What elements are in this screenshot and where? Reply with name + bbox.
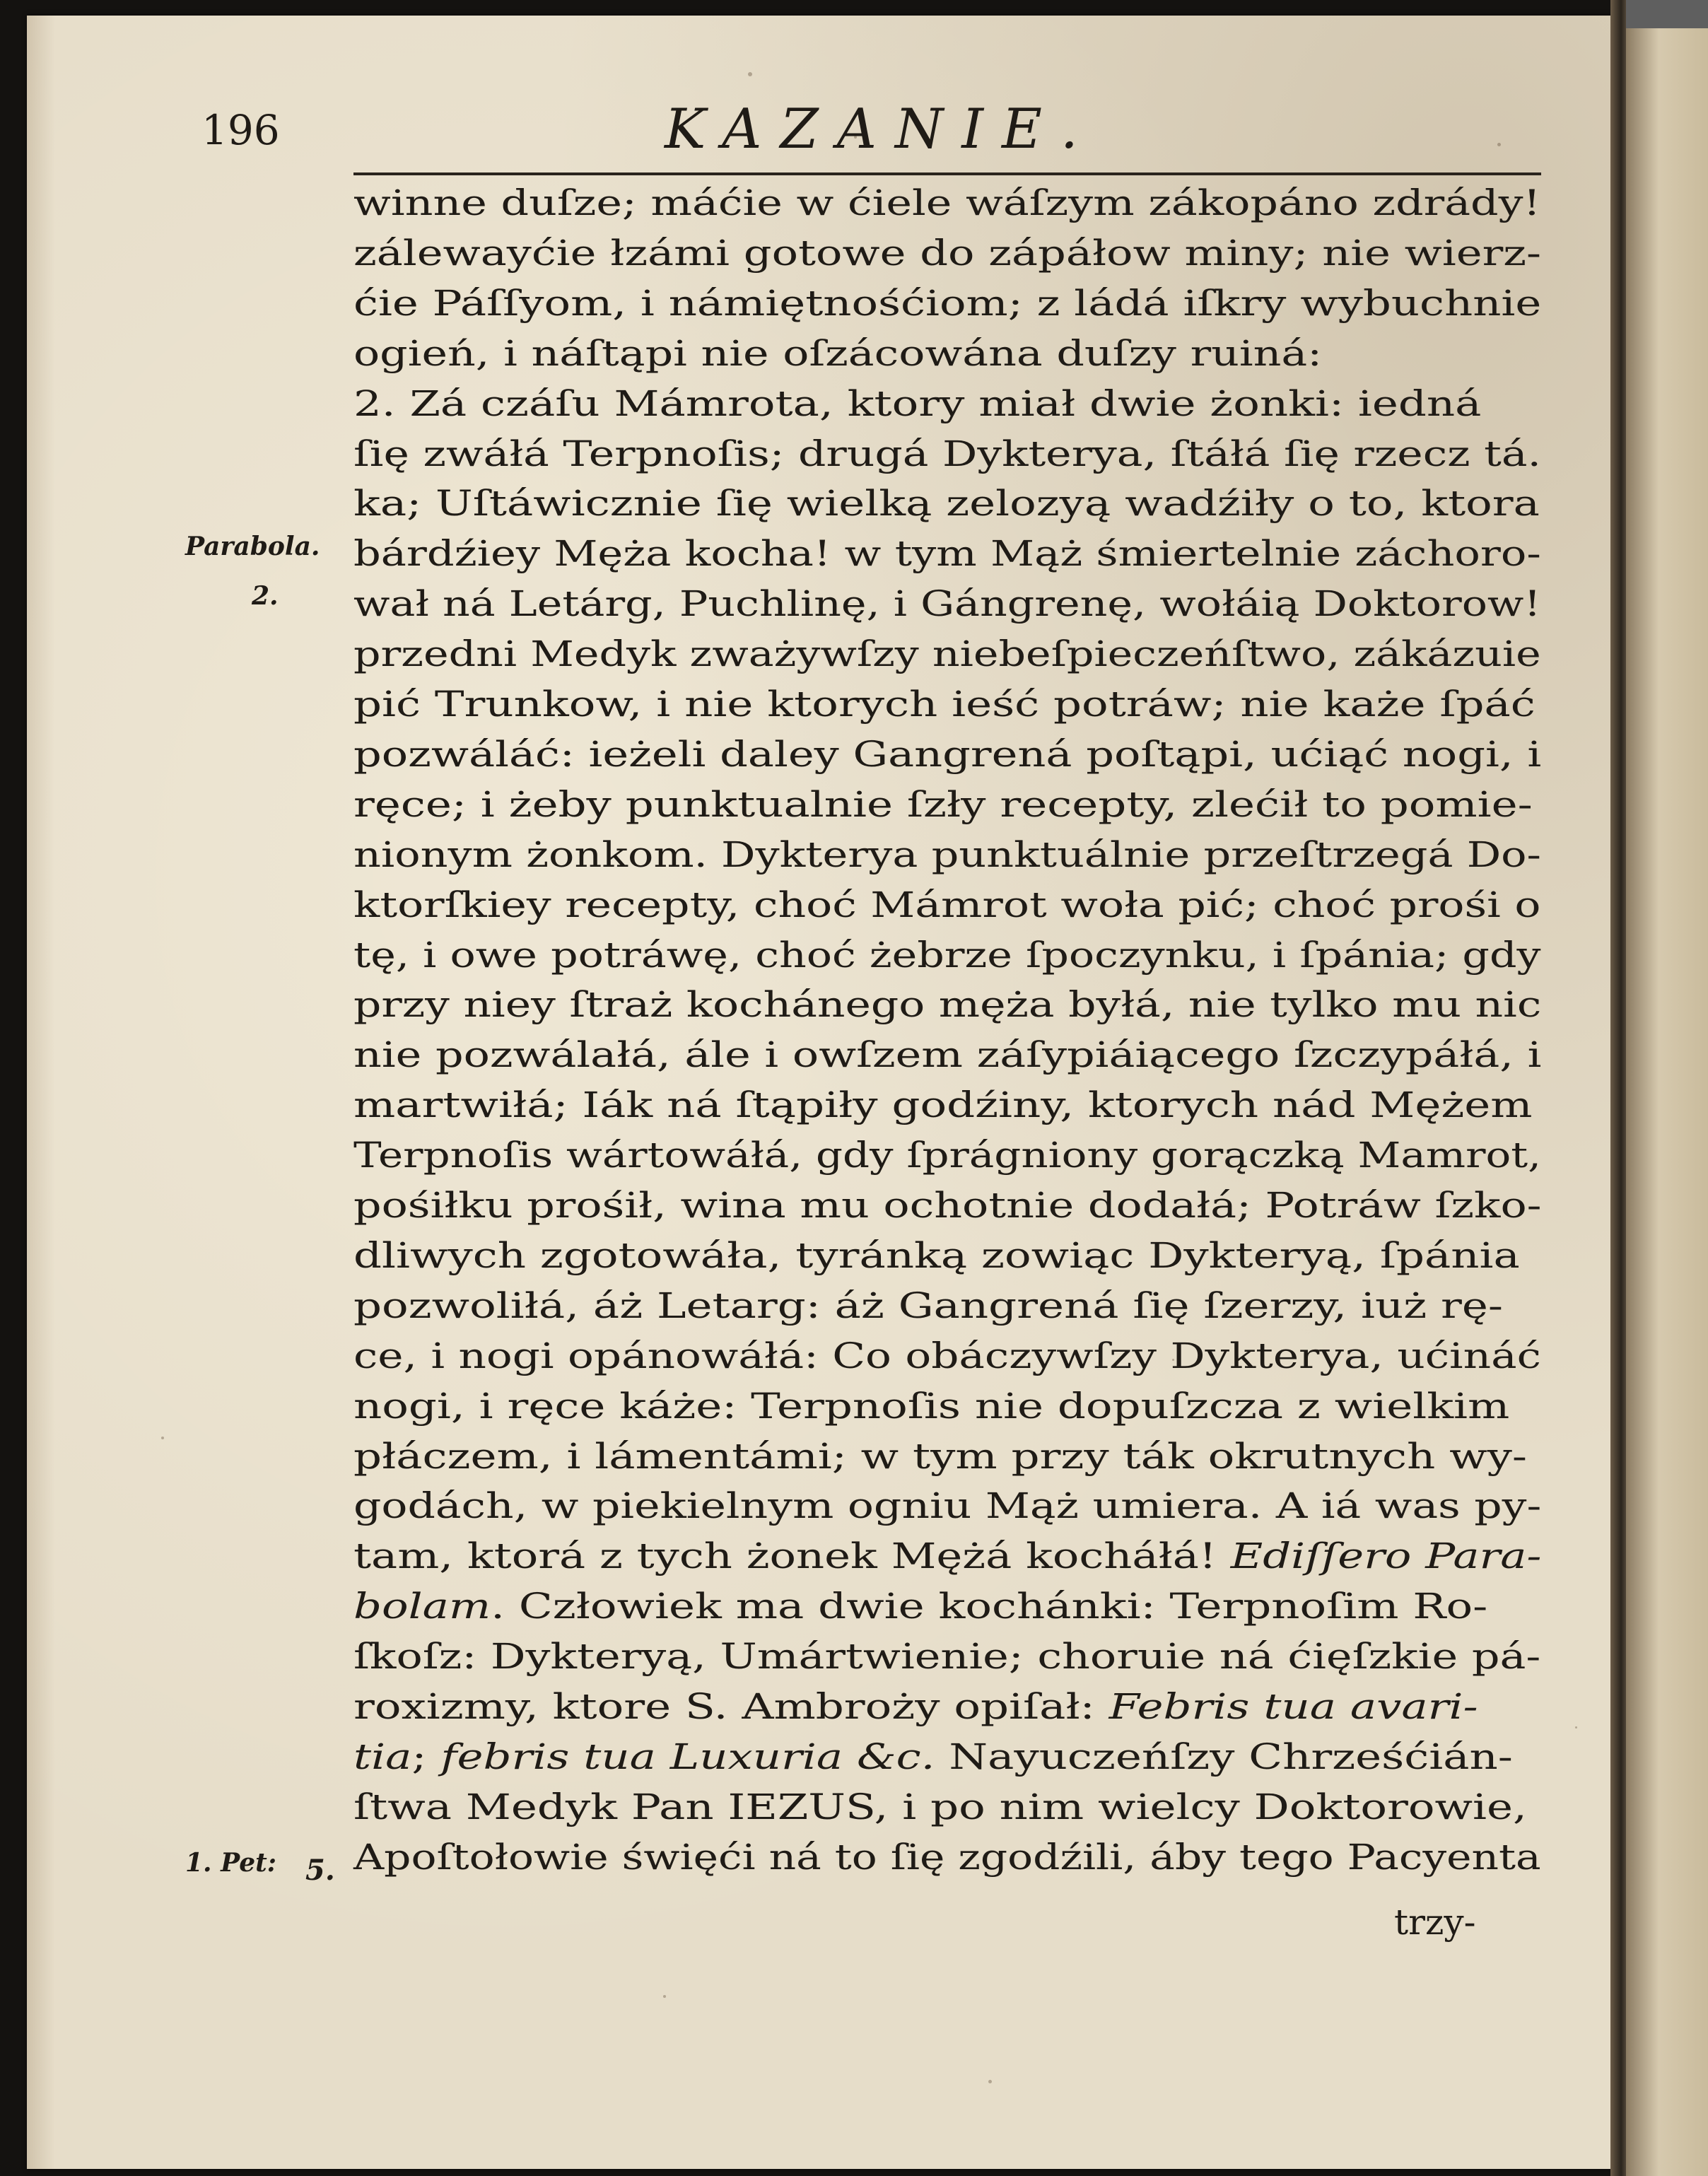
running-head: KAZANIE. [665,98,1096,161]
text-line [353,279,1541,328]
text-segment: płáczem, i lámentámi; w tym przy ták okrutnych wy- [353,1435,1528,1477]
text-segment: ce, i nogi opánowáłá: Co obáczywſzy Dykterya, ućináć [353,1335,1541,1376]
text-line [353,1732,1513,1782]
margin-note-parabola: Parabola. [185,532,320,561]
text-segment: ſkoſz: Dykteryą, Umártwienie; choruie ná ćięſzkie pá- [353,1636,1541,1678]
text-line [353,329,1322,378]
text-line [353,1381,1509,1431]
text-segment: godách, w piekielnym ogniu Mąż umiera. A iá was py- [353,1485,1542,1527]
paper-speck [161,1437,164,1439]
text-segment: nionym żonkom. Dykterya punktuálnie przeſtrzegá Do- [353,833,1541,875]
margin-note-petrus: 1. Pet: [185,1848,277,1878]
text-line [353,1581,1487,1631]
text-segment: tam, ktorá z tych żonek Mężá kocháłá! [353,1536,1231,1577]
text-line [353,930,1541,980]
scan-strip [1626,0,1708,28]
text-segment: pozwoliłá, áż Letarg: áż Gangrená ſię ſzerzy, iuż rę- [353,1285,1504,1326]
text-line [353,228,1541,278]
text-line [353,1531,1541,1581]
text-line [353,1782,1527,1832]
text-line [353,1682,1478,1731]
italic-text-segment: Ediſſero Para- [1230,1536,1542,1577]
text-line [353,1832,1541,1882]
text-segment: ; [411,1736,441,1777]
header-rule [353,172,1541,175]
text-line [353,629,1541,679]
catchword: trzy- [1394,1902,1476,1943]
text-line [353,780,1533,829]
page-number: 196 [201,106,280,154]
text-segment: zálewayćie łzámi gotowe do zápáłow miny; nie wierz- [353,232,1542,274]
text-line [353,379,1481,428]
text-segment: ogień, i náſtąpi nie oſzácowána duſzy ruiná: [353,332,1323,374]
text-segment: ſtwa Medyk Pan IEZUS, i po nim wielcy Doktorowie, [353,1786,1527,1827]
text-segment: nie pozwálałá, ále i owſzem záſypiáiącego ſzczypáłá, i [353,1034,1542,1076]
paper-speck [988,2080,992,2083]
text-line [353,1331,1541,1381]
text-line [353,1632,1540,1681]
text-line [353,1130,1541,1180]
text-segment: wał ná Letárg, Puchlinę, i Gángrenę, wołáią Doktorow! [353,583,1541,625]
text-segment: roxizmy, ktore S. Ambroży opiſał: [353,1686,1109,1727]
text-line [353,479,1540,528]
text-line [353,830,1541,879]
paper-speck [1575,1726,1577,1728]
text-segment: przy niey ſtraż kochánego męża byłá, nie tylko mu nic [353,984,1542,1026]
text-line [353,1481,1541,1531]
facing-page-edge [1626,0,1708,2176]
paper-speck [748,72,752,76]
text-segment: ſię zwáłá Terpnoſis; drugá Dykterya, ſtáłá ſię rzecz tá. [353,433,1542,474]
text-segment: martwiłá; Iák ná ſtąpiły godźiny, ktorych nád Mężem [353,1084,1533,1126]
text-line [353,880,1540,930]
text-line [353,1181,1542,1230]
text-segment: bárdźiey Męża kocha! w tym Mąż śmiertelnie záchoro- [353,533,1541,575]
italic-text-segment: tia [353,1736,412,1777]
text-line [353,529,1541,578]
text-segment: przedni Medyk zważywſzy niebeſpieczeńſtwo, zákázuie [353,633,1541,675]
text-line [353,1231,1520,1280]
text-segment: Terpnoſis wártowáłá, gdy ſprágniony gorączką Mamrot, [353,1135,1542,1176]
text-segment: pić Trunkow, i nie ktorych ieść potráw; nie każe ſpáć [353,684,1536,725]
text-segment: ręce; i żeby punktualnie ſzły recepty, zlećił to pomie- [353,783,1533,825]
margin-note-parabola-number: 2. [252,581,279,611]
margin-note-petrus-number: 5. [305,1854,335,1887]
text-line [353,579,1541,628]
text-line [353,1080,1533,1130]
text-segment: ka; Uſtáwicznie ſię wielką zelozyą wadźiły o to, ktora [353,483,1540,525]
text-segment: Apoſtołowie święći ná to ſię zgodźili, áby tego Pacyenta [353,1836,1541,1878]
text-line [353,679,1536,729]
text-segment: 2. Zá czáſu Mámrota, ktory miał dwie żonki: iedná [353,382,1482,424]
text-line [353,1281,1503,1330]
italic-text-segment: febris tua Luxuria &c. [440,1736,935,1777]
text-line [353,1030,1541,1080]
text-line [353,178,1540,228]
paper-speck [663,1995,666,1998]
text-segment: Nayuczeńſzy Chrześćián- [935,1736,1513,1777]
text-segment: tę, i owe potráwę, choć żebrze ſpoczynku, i ſpánia; gdy [353,934,1541,976]
italic-text-segment: bolam [353,1586,491,1627]
text-segment: ćie Páſſyom, i námiętnośćiom; z ládá iſkry wybuchnie [353,282,1542,324]
text-line [353,429,1541,479]
text-segment: nogi, i ręce káże: Terpnoſis nie dopuſzcza z wielkim [353,1385,1510,1427]
paper-speck [1497,143,1501,146]
italic-text-segment: Febris tua avari- [1109,1686,1478,1727]
text-segment: pośiłku prośił, wina mu ochotnie dodałá; Potráw ſzko- [353,1185,1542,1226]
text-segment: dliwych zgotowáła, tyránką zowiąc Dykteryą, ſpánia [353,1234,1520,1276]
text-segment: pozwáláć: ieżeli daley Gangrená poſtąpi, ućiąć nogi, i [353,733,1542,775]
text-line [353,730,1541,779]
text-line [353,980,1541,1029]
text-line [353,1432,1527,1481]
text-segment: winne duſze; máćie w ćiele wáſzym zákopáno zdrády! [353,182,1541,223]
text-segment: ktorſkiey recepty, choć Mámrot woła pić; choć prośi o [353,884,1541,925]
text-segment: . Człowiek ma dwie kochánki: Terpnoſim Ro- [491,1586,1488,1627]
